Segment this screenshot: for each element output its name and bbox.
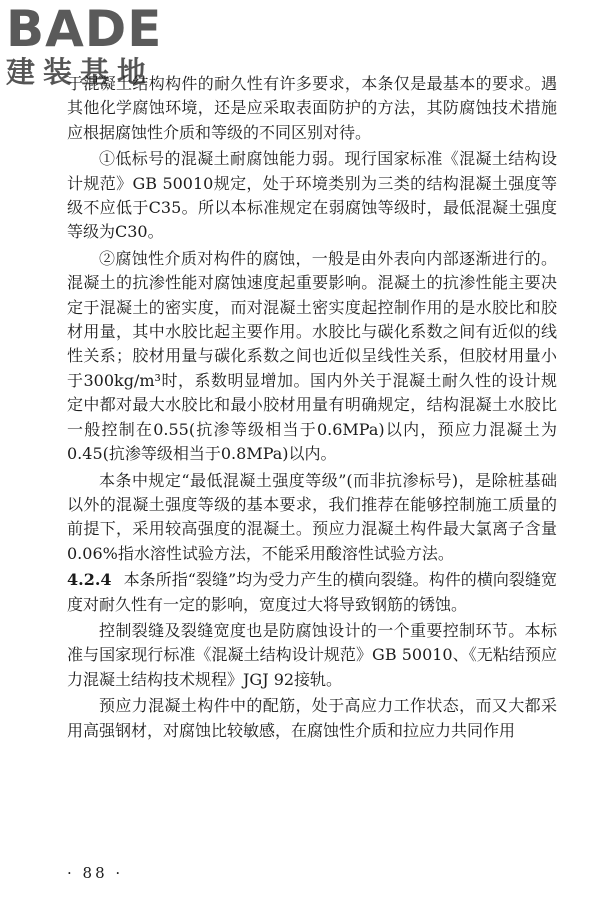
logo-tagline: 建装基地 bbox=[6, 55, 155, 89]
logo-brand: BADE bbox=[6, 0, 163, 58]
section-text: 本条所指“裂缝”均为受力产生的横向裂缝。构件的横向裂缝宽度对耐久性有一定的影响，宽度过大将导致钢筋的锈蚀。 bbox=[67, 570, 557, 614]
paragraph: 本条中规定“最低混凝土强度等级”(而非抗渗标号)，是除桩基础以外的混凝土强度等级的基本要求，我们推荐在能够控制施工质量的前提下，采用较高强度的混凝土。预应力混凝土构件最大氯离子含量0.06%指水溶性试验方法，不能采用酸溶性试验方法。 bbox=[67, 470, 557, 563]
paragraph: ②腐蚀性介质对构件的腐蚀，一般是由外表向内部逐渐进行的。混凝土的抗渗性能对腐蚀速度起重要影响。混凝土的抗渗性能主要决定于混凝土的密实度，而对混凝土密实度起控制作用的是水胶比和胶材用量，其中水胶比起主要作用。水胶比与碳化系数之间有近似的线性关系；胶材用量与碳化系数之间也近似呈线性关系，但胶材用量小于300kg/m³时，系数明显增加。国内外关于混凝土耐久性的设计规定中都对最大水胶比和最小胶材用量有明确规定，结构混凝土水胶比一般控制在0.55(抗渗等级相当于0.6MPa)以内，预应力混凝土为0.45(抗渗等级相当于0.8MPa)以内。 bbox=[67, 248, 557, 464]
section-number: 4.2.4 bbox=[67, 570, 112, 590]
paragraph: ①低标号的混凝土耐腐蚀能力弱。现行国家标准《混凝土结构设计规范》GB 50010规定，处于环境类别为三类的结构混凝土强度等级不应低于C35。所以本标准规定在弱腐蚀等级时，最低混凝土强度等级为C30。 bbox=[67, 149, 557, 242]
section-paragraph bbox=[67, 568, 557, 617]
page-number: · 88 · bbox=[67, 864, 124, 882]
paragraph: 控制裂缝及裂缝宽度也是防腐蚀设计的一个重要控制环节。本标准与国家现行标准《混凝土结构设计规范》GB 50010、《无粘结预应力混凝土结构技术规程》JGJ 92接轨。 bbox=[67, 620, 557, 689]
document-body bbox=[67, 72, 557, 745]
paragraph: 于混凝土结构构件的耐久性有许多要求，本条仅是最基本的要求。遇其他化学腐蚀环境，还是应采取表面防护的方法，其防腐蚀技术措施应根据腐蚀性介质和等级的不同区别对待。 bbox=[67, 74, 557, 142]
paragraph: 预应力混凝土构件中的配筋，处于高应力工作状态，而又大都采用高强钢材，对腐蚀比较敏感，在腐蚀性介质和拉应力共同作用 bbox=[67, 696, 557, 740]
